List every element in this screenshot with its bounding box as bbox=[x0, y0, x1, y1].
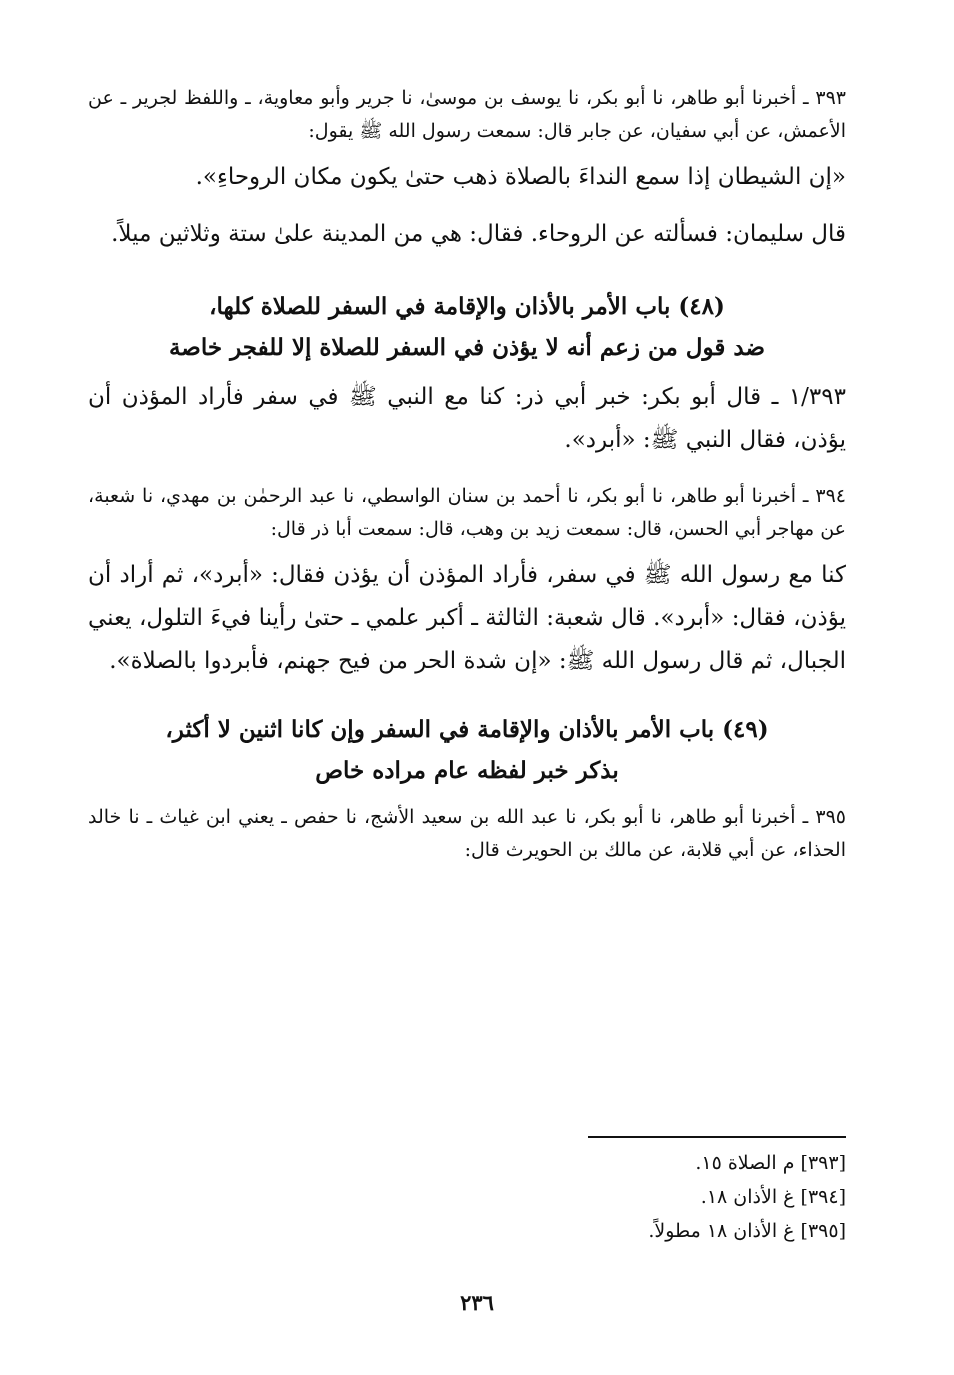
hadith-395-isnad: ٣٩٥ ـ أخبرنا أبو طاهر، نا أبو بكر، نا عبد الله بن سعيد الأشج، نا حفص ـ يعني ابن غياث ـ نا خالد الحذاء، عن أبي قلابة، عن مالك بن الحويرث قال: bbox=[88, 806, 846, 861]
chapter-48-heading bbox=[88, 286, 846, 368]
footnote-394: [٣٩٤] غ الأذان ١٨. bbox=[700, 1186, 846, 1208]
footnote-395: [٣٩٥] غ الأذان ١٨ مطولاً. bbox=[648, 1220, 846, 1242]
chapter-49-title: (٤٩) باب الأمر بالأذان والإقامة في السفر وإن كانا اثنين لا أكثر، bbox=[165, 716, 769, 743]
footnote-393: [٣٩٣] م الصلاة ١٥. bbox=[695, 1152, 846, 1174]
hadith-394-text: كنا مع رسول الله ﷺ في سفر، فأراد المؤذن أن يؤذن فقال: «أبرد»، ثم أراد أن يؤذن، فقال: «أبرد». قال شعبة: الثالثة ـ أكبر علمي ـ حتىٰ رأينا فيءَ التلول، يعني الجبال، ثم قال رسول الله ﷺ: «إن شدة الحر من فيح جهنم، فأبردوا بالصلاة». bbox=[88, 562, 846, 674]
page-body bbox=[88, 72, 846, 867]
hadith-393-text: «إن الشيطان إذا سمع النداءَ بالصلاة ذهب حتىٰ يكون مكان الروحاءِ». bbox=[195, 164, 846, 190]
hadith-393-isnad: ٣٩٣ ـ أخبرنا أبو طاهر، نا أبو بكر، نا يوسف بن موسىٰ، نا جرير وأبو معاوية، ـ واللفظ لجرير ـ عن الأعمش، عن أبي سفيان، عن جابر قال: سمعت رسول الله ﷺ يقول: bbox=[88, 87, 846, 142]
hadith-393-comment: قال سليمان: فسألته عن الروحاء. فقال: هي من المدينة علىٰ ستة وثلاثين ميلاً. bbox=[111, 221, 846, 247]
hadith-393-1: ١/٣٩٣ ـ قال أبو بكر: خبر أبي ذر: كنا مع النبي ﷺ في سفر فأراد المؤذن أن يؤذن، فقال النبي ﷺ: «أبرد». bbox=[88, 384, 846, 453]
hadith-394-isnad: ٣٩٤ ـ أخبرنا أبو طاهر، نا أبو بكر، نا أحمد بن سنان الواسطي، نا عبد الرحمٰن بن مهدي، نا شعبة، عن مهاجر أبي الحسن، قال: سمعت زيد بن وهب، قال: سمعت أبا ذر قال: bbox=[88, 485, 846, 540]
footnotes bbox=[88, 1136, 846, 1248]
chapter-49-heading bbox=[88, 709, 846, 791]
chapter-48-title: (٤٨) باب الأمر بالأذان والإقامة في السفر للصلاة كلها، bbox=[209, 293, 725, 320]
page-number: ٢٣٦ bbox=[460, 1290, 494, 1315]
footnote-divider bbox=[588, 1136, 846, 1138]
chapter-48-subtitle: ضد قول من زعم أنه لا يؤذن في السفر للصلاة إلا للفجر خاصة bbox=[168, 334, 766, 361]
chapter-49-subtitle: بذكر خبر لفظه عام مراده خاص bbox=[315, 757, 619, 784]
